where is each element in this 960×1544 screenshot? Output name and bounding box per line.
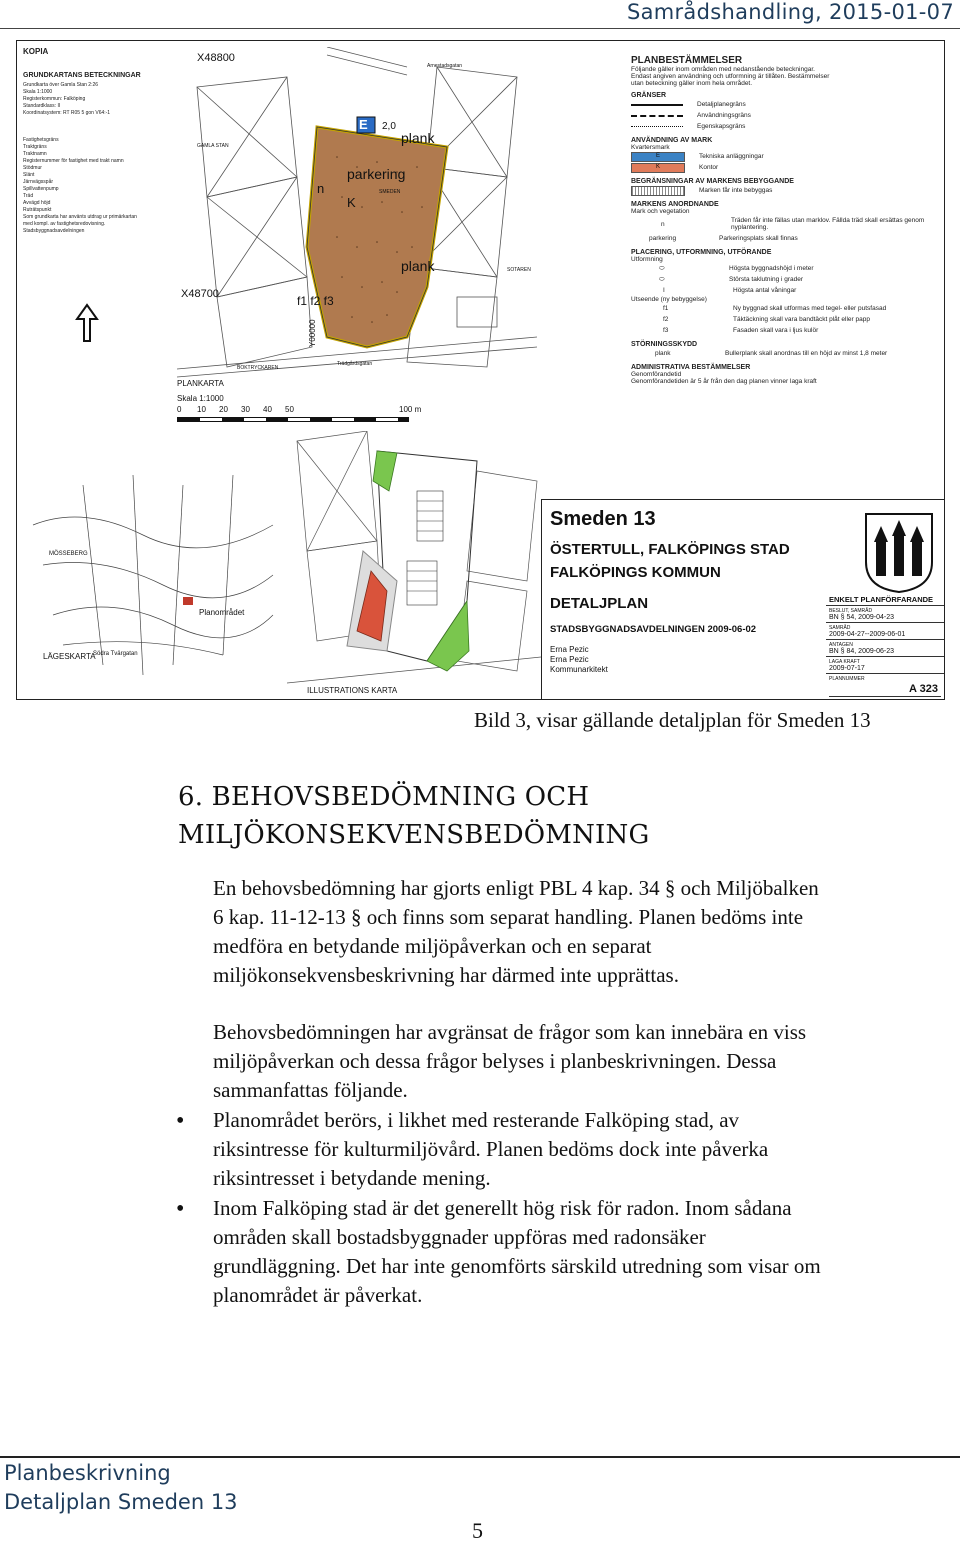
regulation-sub: Genomförandetid (631, 371, 682, 378)
paragraph: En behovsbedömning har gjorts enligt PBL 4 kap. 34 § och Miljöbalken 6 kap. 11-12-13 § och finns som separat handling. Planen bedöms inte medföra en betydande miljöpåverkan och en separat miljökonsekvensbeskrivning har därmed inte upprättas. (213, 876, 819, 987)
legend-item: Fastighetsgräns (23, 137, 59, 143)
scale-tick: 50 (285, 405, 294, 414)
legend-line: Registerkommun: Falköping (23, 96, 86, 102)
section-heading: ANVÄNDNING AV MARK (631, 137, 713, 144)
street-label: BOKTRYCKAREN (237, 365, 279, 371)
regulation-row: ⬭ Högsta byggnadshöjd i meter (659, 264, 814, 272)
regulation-row: f1 Ny byggnad skall utformas med tegel- eller putsfasad (663, 305, 887, 312)
detailed-plan-figure (16, 40, 945, 700)
bullet-icon (176, 1114, 190, 1128)
regulations-intro: Följande gäller inom områden med nedanstående beteckningar. (631, 66, 815, 73)
procedure-row: PLANNUMMER A 323 (826, 674, 944, 698)
e-zone-label: E (359, 117, 368, 132)
regulation-row: parkering Parkeringsplats skall finnas (649, 235, 798, 242)
regulation-row: f2 Täktäckning skall vara bandtäckt plåt eller papp (663, 316, 870, 323)
municipal-crest-icon (864, 512, 934, 594)
plank-label: plank (401, 258, 435, 274)
plan-number: A 323 (829, 682, 941, 697)
scale-text: Skala 1:1000 (177, 394, 224, 403)
legend-item: Stadsbyggnadsavdelningen (23, 228, 85, 234)
regulations-intro: utan beteckning gäller inom hela området. (631, 80, 753, 87)
place-label: Södra Tvärgatan (93, 651, 138, 657)
bullet-item: Planområdet berörs, i likhet med resterande Falköping stad, av riksintresse för kulturmiljövård. Planen bedöms dock inte påverka riksintresset i betydande mening. (213, 1108, 769, 1190)
regulation-sub: Utformning (631, 256, 663, 263)
planomradet-label: Planområdet (199, 608, 245, 617)
header-rule (0, 28, 960, 29)
f-codes-label: f1 f2 f3 (297, 294, 334, 308)
section-heading: PLACERING, UTFORMNING, UTFÖRANDE (631, 249, 772, 256)
legend-item: Träd (23, 193, 34, 199)
regulations-intro: Endast angiven användning och utformning är tillåten. Bestämmelser (631, 73, 830, 80)
copy-stamp: KOPIA (23, 47, 49, 56)
procedure-label: ENKELT PLANFÖRFARANDE (826, 594, 944, 606)
regulations-title: PLANBESTÄMMELSER (631, 55, 743, 66)
smeden-label: SMEDEN (379, 189, 401, 195)
regulation-sub: Genomförandetiden är 5 år från den dag planen vinner laga kraft (631, 378, 817, 385)
plan-name: Smeden 13 (550, 508, 656, 530)
legend-item: Traktnamn (23, 151, 47, 157)
page-header (0, 0, 960, 30)
plankarta-title: PLANKARTA (177, 379, 224, 388)
footer-document: Planbeskrivning (4, 1461, 171, 1485)
footer-plan: Detaljplan Smeden 13 (4, 1490, 238, 1514)
regulation-sub: Kvartersmark (631, 144, 670, 151)
plan-map (177, 47, 537, 383)
paragraph: Behovsbedömningen har avgränsat de frågor som kan innebära en viss miljöpåverkan och dessa frågor belyses i planbeskrivningen. Dessa sammanfattas följande. (213, 1020, 807, 1102)
illustration-map (287, 431, 541, 699)
scale-tick: 10 (197, 405, 206, 414)
bullet-icon (176, 1202, 190, 1216)
legend-item: Slänt (23, 172, 35, 178)
regulation-sub: Utseende (ny bebyggelse) (631, 296, 707, 303)
section-heading: GRÄNSER (631, 92, 667, 99)
lageskarta-label: LÄGESKARTA (43, 652, 96, 661)
legend-item: Spillvattenpump (23, 186, 59, 192)
legend-item: med kompl. av fastighetsredovisning. (23, 221, 106, 227)
place-label: MÖSSEBERG (49, 551, 88, 557)
legend-line: Grundkarta över Gamla Stan 2:26 (23, 82, 99, 88)
signature: Erna Pezic (550, 645, 589, 654)
section-heading: MARKENS ANORDNANDE (631, 201, 719, 208)
regulation-row: K Kontor (631, 162, 937, 173)
procedure-table (826, 594, 944, 698)
legend-line: Koordinatsystem: RT R05 5 gon V64:-1 (23, 110, 111, 116)
regulation-row: Egenskapsgräns (631, 121, 937, 132)
scale-tick: 0 (177, 405, 182, 414)
legend-line: Standardklass: II (23, 103, 61, 109)
procedure-row: ANTAGEN BN § 84, 2009-06-23 (826, 640, 944, 657)
coord-label: X48700 (181, 288, 219, 300)
legend-title: GRUNDKARTANS BETECKNINGAR (23, 72, 141, 79)
footer-rule (0, 1456, 960, 1458)
legend-item: Järnvägsspår (23, 179, 54, 185)
section-heading: STÖRNINGSSKYDD (631, 341, 698, 348)
scale-tick: 20 (219, 405, 228, 414)
height-label: 2,0 (382, 121, 396, 132)
scale-tick: 30 (241, 405, 250, 414)
legend-item: Registernummer för fastighet med trakt namn (23, 158, 124, 164)
street-label: GAMLA STAN (197, 143, 229, 149)
plan-type: DETALJPLAN (550, 595, 649, 612)
plan-location: ÖSTERTULL, FALKÖPINGS STAD (550, 541, 790, 558)
signature-role: Kommunarkitekt (550, 665, 608, 674)
plank-label: plank (401, 130, 435, 146)
plan-regulations (631, 55, 937, 385)
base-map-legend (23, 47, 173, 235)
plankarta-block (177, 379, 437, 429)
street-label: Trädgårdsgatan (337, 361, 373, 367)
regulation-row: Detaljplanegräns (631, 99, 937, 110)
street-label: SOTAREN (507, 267, 531, 273)
regulation-row: I Högsta antal våningar (663, 287, 797, 294)
north-arrow-icon (75, 303, 99, 343)
procedure-row: SAMRÅD 2009-04-27--2009-06-01 (826, 623, 944, 640)
n-label: n (317, 181, 325, 196)
document-status: Samrådshandling, 2015-01-07 (626, 0, 954, 24)
legend-item: Avvägd höjd (23, 200, 51, 206)
coord-label: X48800 (197, 52, 235, 64)
scale-tick: 40 (263, 405, 272, 414)
k-zone-label: K (347, 195, 356, 210)
title-block (541, 499, 944, 700)
regulation-row: n Träden får inte fällas utan marklov. Fällda träd skall ersättas genom nyplantering. (661, 217, 925, 231)
regulation-row: ⬭ Största taklutning i grader (659, 275, 804, 283)
bullet-item: Inom Falköping stad är det generellt hög risk för radon. Inom sådana områden skall bostadsbyggnader uppföras med radonsäker grundläggning. Det har inte genomförts särskild utredning som visar om planområdet är påverkat. (213, 1196, 821, 1307)
scale-bar (177, 405, 437, 429)
regulation-row: Marken får inte bebyggas (631, 185, 937, 196)
location-map (23, 465, 283, 689)
procedure-row: BESLUT, SAMRÅD BN § 54, 2009-04-23 (826, 606, 944, 623)
parkering-label: parkering (347, 166, 406, 182)
signature: Erna Pezic (550, 655, 589, 664)
section-heading: 6. BEHOVSBEDÖMNING OCH MILJÖKONSEKVENSBEDÖMNING (178, 782, 650, 850)
legend-line: Skala 1:1000 (23, 89, 53, 95)
regulation-row: plank Bullerplank skall anordnas till en höjd av minst 1,8 meter (655, 350, 888, 357)
coord-label: Y00000 (308, 319, 317, 347)
plan-department: STADSBYGGNADSAVDELNINGEN 2009-06-02 (550, 624, 757, 635)
illustration-label: ILLUSTRATIONS KARTA (307, 686, 398, 695)
street-label: Arnestadsgatan (427, 63, 463, 69)
legend-item: Traktgräns (23, 144, 47, 150)
section-heading: BEGRÄNSNINGAR AV MARKENS BEBYGGANDE (631, 178, 794, 185)
legend-item: Som grundkarta har använts utdrag ur primärkartan (23, 214, 137, 220)
procedure-row: LAGA KRAFT 2009-07-17 (826, 657, 944, 674)
section-heading: ADMINISTRATIVA BESTÄMMELSER (631, 364, 751, 371)
regulation-row: Användningsgräns (631, 110, 937, 121)
plan-municipality: FALKÖPINGS KOMMUN (550, 564, 721, 581)
regulation-sub: Mark och vegetation (631, 208, 690, 215)
signatures (550, 645, 820, 675)
figure-caption: Bild 3, visar gällande detaljplan för Smeden 13 (474, 708, 871, 732)
scale-tick: 100 m (399, 405, 422, 414)
regulation-row: E Tekniska anläggningar (631, 151, 937, 162)
legend-item: Stödmur (23, 165, 42, 171)
page-number: 5 (472, 1518, 483, 1543)
legend-item: Ruträtspunkt (23, 207, 52, 213)
regulation-row: f3 Fasaden skall vara i ljus kulör (663, 327, 819, 334)
